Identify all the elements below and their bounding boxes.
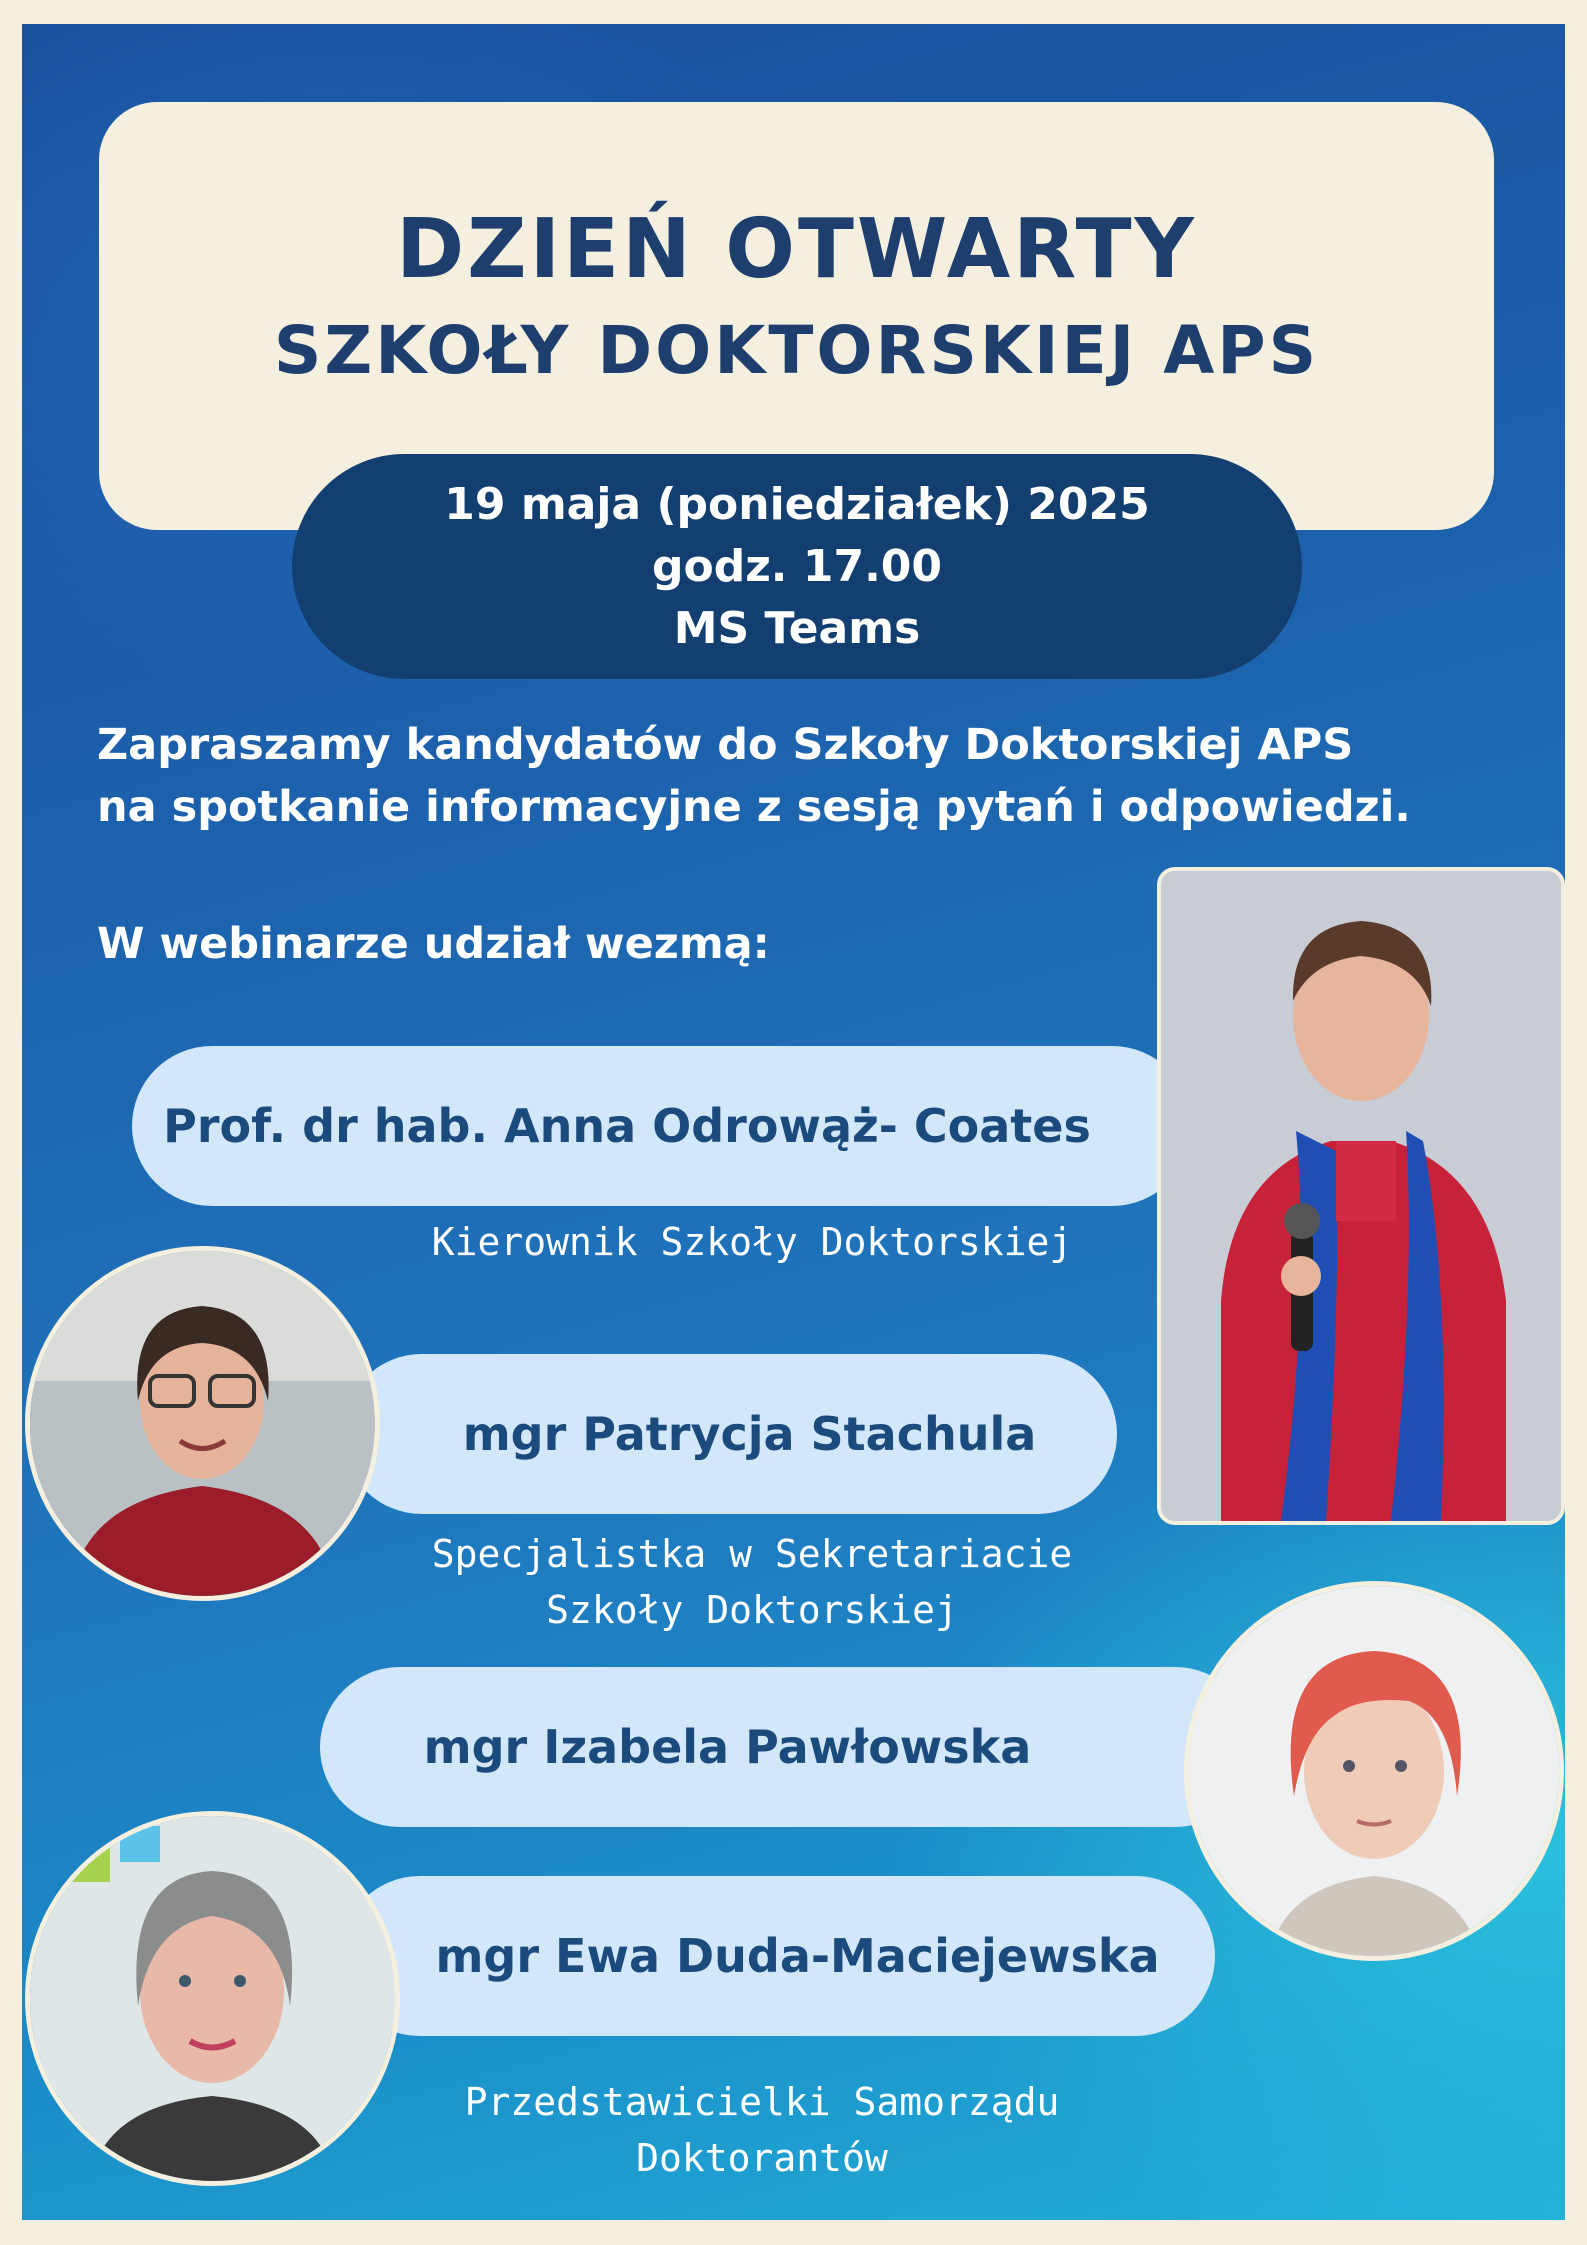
speaker-name-pill (342, 1354, 1117, 1514)
event-time: godz. 17.00 (651, 541, 943, 592)
speaker-name-pill (132, 1046, 1192, 1206)
speaker-role: Kierownik Szkoły Doktorskiej (431, 1220, 1073, 1264)
speaker-name: mgr Patrycja Stachula (462, 1407, 1037, 1461)
poster (22, 24, 1565, 2220)
event-date: 19 maja (poniedziałek) 2025 (444, 479, 1150, 530)
speaker-photo (1184, 1581, 1564, 1961)
webinar-heading: W webinarze udział wezmą: (97, 919, 770, 969)
speaker-name: mgr Ewa Duda-Maciejewska (435, 1929, 1160, 1983)
speaker-name-pill (340, 1876, 1215, 2036)
invitation-line-2: na spotkanie informacyjne z sesją pytań i odpowiedzi. (97, 782, 1411, 832)
speaker-role: Przedstawicielki Samorządu Doktorantów (464, 2080, 1060, 2180)
title-line-2: SZKOŁY DOKTORSKIEJ APS (273, 312, 1320, 389)
speaker-photo (25, 1246, 380, 1601)
speaker-name-pill (320, 1667, 1255, 1827)
speaker-photo (1157, 867, 1565, 1525)
title-line-1: DZIEŃ OTWARTY (396, 202, 1197, 297)
speaker-name: mgr Izabela Pawłowska (423, 1720, 1032, 1774)
speaker-role: Specjalistka w Sekretariacie Szkoły Doktorskiej (431, 1532, 1073, 1632)
event-info-pill (292, 454, 1302, 679)
speaker-photo (25, 1811, 400, 2186)
invitation-line-1: Zapraszamy kandydatów do Szkoły Doktorskiej APS (97, 720, 1354, 770)
event-platform: MS Teams (673, 603, 921, 654)
invitation-text (97, 714, 1565, 838)
speaker-name: Prof. dr hab. Anna Odrowąż- Coates (163, 1099, 1091, 1153)
